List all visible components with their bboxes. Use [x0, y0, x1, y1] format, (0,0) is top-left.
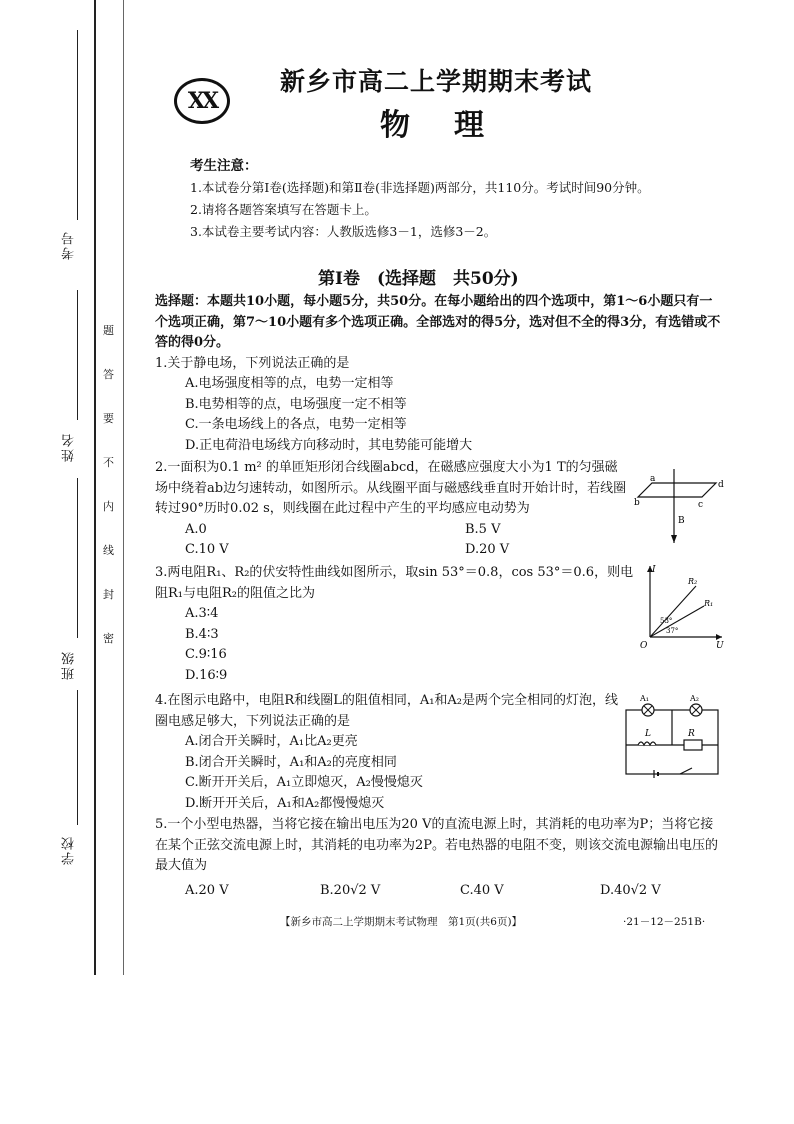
kaohao-label: 考号: [62, 230, 77, 260]
question-1-stem: 1.关于静电场，下列说法正确的是: [155, 355, 350, 371]
question-3-option: C.9∶16: [185, 647, 227, 662]
xuexiao-blank: [77, 690, 78, 825]
seal-char: 封: [103, 588, 114, 601]
kaohao-blank: [77, 30, 78, 220]
subject-title: 物理: [380, 108, 528, 143]
section-instructions: 选择题：本题共10小题，每小题5分，共50分。在每小题给出的四个选项中，第1～6小题只有一个选项正确，第7～10小题有多个选项正确。全部选对的得5分，选对但不全的得3分，有选错或不答的得0分。: [155, 294, 721, 350]
figure-2-coil: [632, 465, 727, 545]
question-3-option: B.4∶3: [185, 626, 219, 642]
binding-line: [94, 0, 96, 975]
question-1-option: C.一条电场线上的各点，电势一定相等: [185, 417, 407, 432]
notes-item: 3.本试卷主要考试内容：人教版选修3－1，选修3－2。: [190, 224, 497, 239]
section-title: 第Ⅰ卷 (选择题 共50分): [318, 269, 519, 289]
question-3: [155, 563, 640, 686]
xingming-label: 姓名: [62, 432, 77, 462]
fig3-label-O: O: [640, 641, 648, 650]
question-2-option: B.5 V: [465, 521, 501, 537]
question-5-option: C.40 V: [460, 882, 504, 898]
fig4-label-L: L: [645, 729, 651, 739]
question-4-option: C.断开开关后，A₁立即熄灭，A₂慢慢熄灭: [185, 775, 423, 790]
page-code: ·21－12－251B·: [623, 916, 706, 928]
xuexiao-label: 学校: [62, 835, 77, 865]
notes-item: 2.请将各题答案填写在答题卡上。: [190, 202, 377, 217]
fig3-label-U: U: [716, 641, 724, 650]
question-4: [155, 691, 625, 814]
question-4-option: B.闭合开关瞬时，A₁和A₂的亮度相同: [185, 754, 397, 770]
question-4-stem: 4.在图示电路中，电阻R和线圈L的阻值相同，A₁和A₂是两个完全相同的灯泡，线圈电感足够大，下列说法正确的是: [155, 693, 619, 729]
fig2-label-B: B: [678, 516, 685, 526]
logo-text: XX: [187, 88, 217, 114]
fig2-label-d: d: [718, 480, 724, 490]
fig4-label-R: R: [688, 729, 695, 739]
fig3-label-I: I: [652, 565, 656, 575]
exam-logo: [174, 78, 230, 124]
fig4-label-A1: A₁: [640, 694, 649, 703]
question-3-option: D.16∶9: [185, 667, 228, 683]
fig2-label-a: a: [650, 474, 656, 484]
figure-3-iv-graph: [636, 562, 726, 650]
question-2-option: C.10 V: [185, 542, 229, 557]
seal-char: 要: [103, 412, 114, 425]
question-1-option: D.正电荷沿电场线方向移动时，其电势能可能增大: [185, 437, 473, 453]
seal-char: 内: [103, 500, 114, 513]
question-4-option: D.断开开关后，A₁和A₂都慢慢熄灭: [185, 795, 385, 811]
question-1-option: B.电势相等的点，电场强度一定不相等: [185, 396, 407, 412]
fig2-label-b: b: [634, 498, 640, 508]
question-5-option: D.40√2 V: [600, 882, 661, 898]
fig2-label-c: c: [698, 500, 704, 510]
fig3-angle-37: 37°: [666, 627, 679, 635]
figure-4-circuit: [620, 690, 725, 780]
question-5: [155, 815, 725, 901]
page-footer: 【新乡市高二上学期期末考试物理 第1页(共6页)】: [280, 916, 523, 928]
fig3-label-R1: R₁: [704, 599, 714, 608]
question-2: [155, 458, 630, 561]
question-1-option: A.电场强度相等的点，电势一定相等: [185, 376, 394, 391]
seal-char: 答: [103, 368, 114, 381]
question-5-stem: 5.一个小型电热器，当将它接在输出电压为20 V的直流电源上时，其消耗的电功率为P；当将它接在某个正弦交流电源上时，其消耗的电功率为2P。若电热器的电阻不变，则该交流电源输出电压的最大值为: [155, 817, 719, 873]
question-5-option: A.20 V: [185, 882, 229, 898]
seal-char: 密: [103, 632, 114, 645]
exam-notes: [190, 155, 650, 243]
notes-item: 1.本试卷分第Ⅰ卷(选择题)和第Ⅱ卷(非选择题)两部分，共110分。考试时间90分钟。: [190, 180, 650, 195]
seal-line: [123, 0, 124, 975]
banji-blank: [77, 478, 78, 638]
question-2-option: A.0: [185, 521, 207, 537]
seal-char: 线: [103, 544, 114, 557]
fig3-label-R2: R₂: [688, 577, 698, 586]
notes-heading: 考生注意：: [190, 158, 258, 174]
seal-char: 题: [103, 324, 114, 337]
xingming-blank: [77, 290, 78, 420]
question-2-stem: 2.一面积为0.1 m² 的单匝矩形闭合线圈abcd，在磁感应强度大小为1 T的匀强磁场中绕着ab边匀速转动，如图所示。从线圈平面与磁感线垂直时开始计时，若线圈转过90°历时0.02 s，则线圈在此过程中产生的平均感应电动势为: [155, 460, 627, 516]
section-instructions-block: [155, 292, 725, 456]
banji-label: 班级: [62, 650, 77, 680]
fig4-label-A2: A₂: [690, 694, 699, 703]
question-3-option: A.3∶4: [185, 606, 219, 621]
fig3-angle-53: 53°: [660, 617, 673, 625]
question-5-option: B.20√2 V: [320, 882, 381, 898]
question-3-stem: 3.两电阻R₁、R₂的伏安特性曲线如图所示，取sin 53°＝0.8，cos 53°＝0.6，则电阻R₁与电阻R₂的阻值之比为: [155, 565, 634, 601]
question-4-option: A.闭合开关瞬时，A₁比A₂更亮: [185, 734, 358, 749]
seal-char: 不: [103, 456, 114, 469]
question-2-option: D.20 V: [465, 542, 510, 557]
exam-title: 新乡市高二上学期期末考试: [280, 67, 593, 96]
